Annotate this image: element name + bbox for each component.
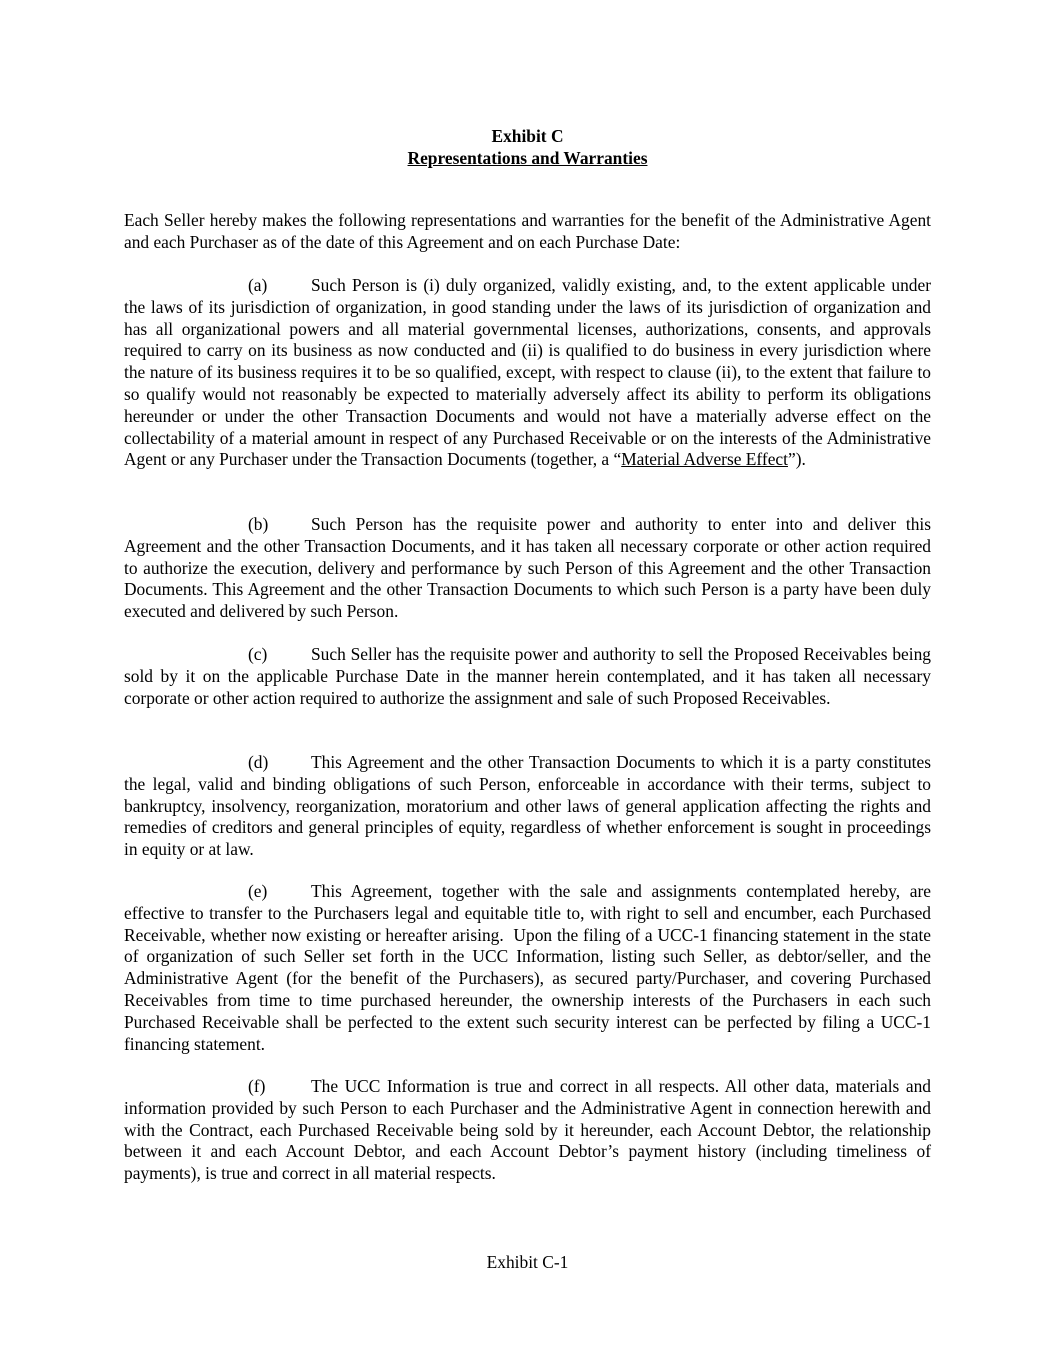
section-b-marker: (b) xyxy=(248,514,269,534)
section-b-text: Such Person has the requisite power and authority to enter into and deliver this Agreement and the other Transaction Documents, and it has taken all necessary corporate or other action required to authorize the execution, delivery and performance by such Person of this Agreement and the other Transaction Documents. This Agreement and the other Transaction Documents to which such Person is a party have been duly executed and delivered by such Person. xyxy=(124,514,931,622)
section-f-paragraph xyxy=(124,1076,931,1185)
section-a-paragraph xyxy=(124,275,931,471)
section-c-marker: (c) xyxy=(248,644,268,664)
section-a-text: Such Person is (i) duly organized, validly existing, and, to the extent applicable under the laws of its jurisdiction of organization, in good standing under the laws of its jurisdiction of organization and has all organizational powers and all material governmental licenses, authorizations, consents, and approvals required to carry on its business as now conducted and (ii) is qualified to do business in every jurisdiction where the nature of its business requires it to be so qualified, except, with respect to clause (ii), to the extent that failure to so qualify would not reasonably be expected to materially adversely affect its ability to perform its obligations hereunder or under the other Transaction Documents and would not have a materially adverse effect on the collectability of a material amount in respect of any Purchased Receivable or on the interests of the Administrative Agent or any Purchaser under the Transaction Documents (together, a “ xyxy=(124,275,931,470)
section-d-text: This Agreement and the other Transaction Documents to which it is a party constitutes the legal, valid and binding obligations of such Person, enforceable in accordance with their terms, subject to bankruptcy, insolvency, reorganization, moratorium and other laws of general application affecting the rights and remedies of creditors and general principles of equity, regardless of whether enforcement is sought in proceedings in equity or at law. xyxy=(124,752,931,860)
section-f-marker: (f) xyxy=(248,1076,266,1096)
section-e-marker: (e) xyxy=(248,881,268,901)
section-d-paragraph xyxy=(124,752,931,861)
section-e-text: This Agreement, together with the sale and assignments contemplated hereby, are effective to transfer to the Purchasers legal and equitable title to, with right to sell and encumber, each Purchased Receivable, whether now existing or hereafter arising. Upon the filing of a UCC-1 financing statement in the state of organization of such Seller set forth in the UCC Information, listing such Seller, as debtor/seller, and the Administrative Agent (for the benefit of the Purchasers), as secured party/Purchaser, and covering Purchased Receivables from time to time purchased hereunder, the ownership interests of the Purchasers in each such Purchased Receivable shall be perfected to the extent such security interest can be perfected by filing a UCC-1 financing statement. xyxy=(124,881,931,1054)
section-d-marker: (d) xyxy=(248,752,269,772)
section-b-paragraph xyxy=(124,514,931,623)
section-a-text-end: ”). xyxy=(787,449,806,470)
page-footer: Exhibit C-1 xyxy=(486,1252,569,1272)
section-f-text: The UCC Information is true and correct in all respects. All other data, materials and information provided by such Person to each Purchaser and the Administrative Agent in connection herewith and with the Contract, each Purchased Receivable being sold by it hereunder, each Account Debtor, the relationship between it and each Account Debtor, and each Account Debtor’s payment history (including timeliness of payments), is true and correct in all material respects. xyxy=(124,1076,931,1184)
exhibit-subtitle: Representations and Warranties xyxy=(407,148,648,168)
intro-paragraph: Each Seller hereby makes the following representations and warranties for the benefit of the Administrative Agent and each Purchaser as of the date of this Agreement and on each Purchase Date: xyxy=(124,210,931,252)
section-c-text: Such Seller has the requisite power and authority to sell the Proposed Receivables being sold by it on the applicable Purchase Date in the manner herein contemplated, and it has taken all necessary corporate or other action required to authorize the assignment and sale of such Proposed Receivables. xyxy=(124,644,931,708)
section-e-paragraph xyxy=(124,881,931,1055)
section-c-paragraph xyxy=(124,644,931,709)
section-a-marker: (a) xyxy=(248,275,268,295)
defined-term-material-adverse-effect: Material Adverse Effect xyxy=(621,449,788,470)
exhibit-title: Exhibit C xyxy=(491,126,564,146)
